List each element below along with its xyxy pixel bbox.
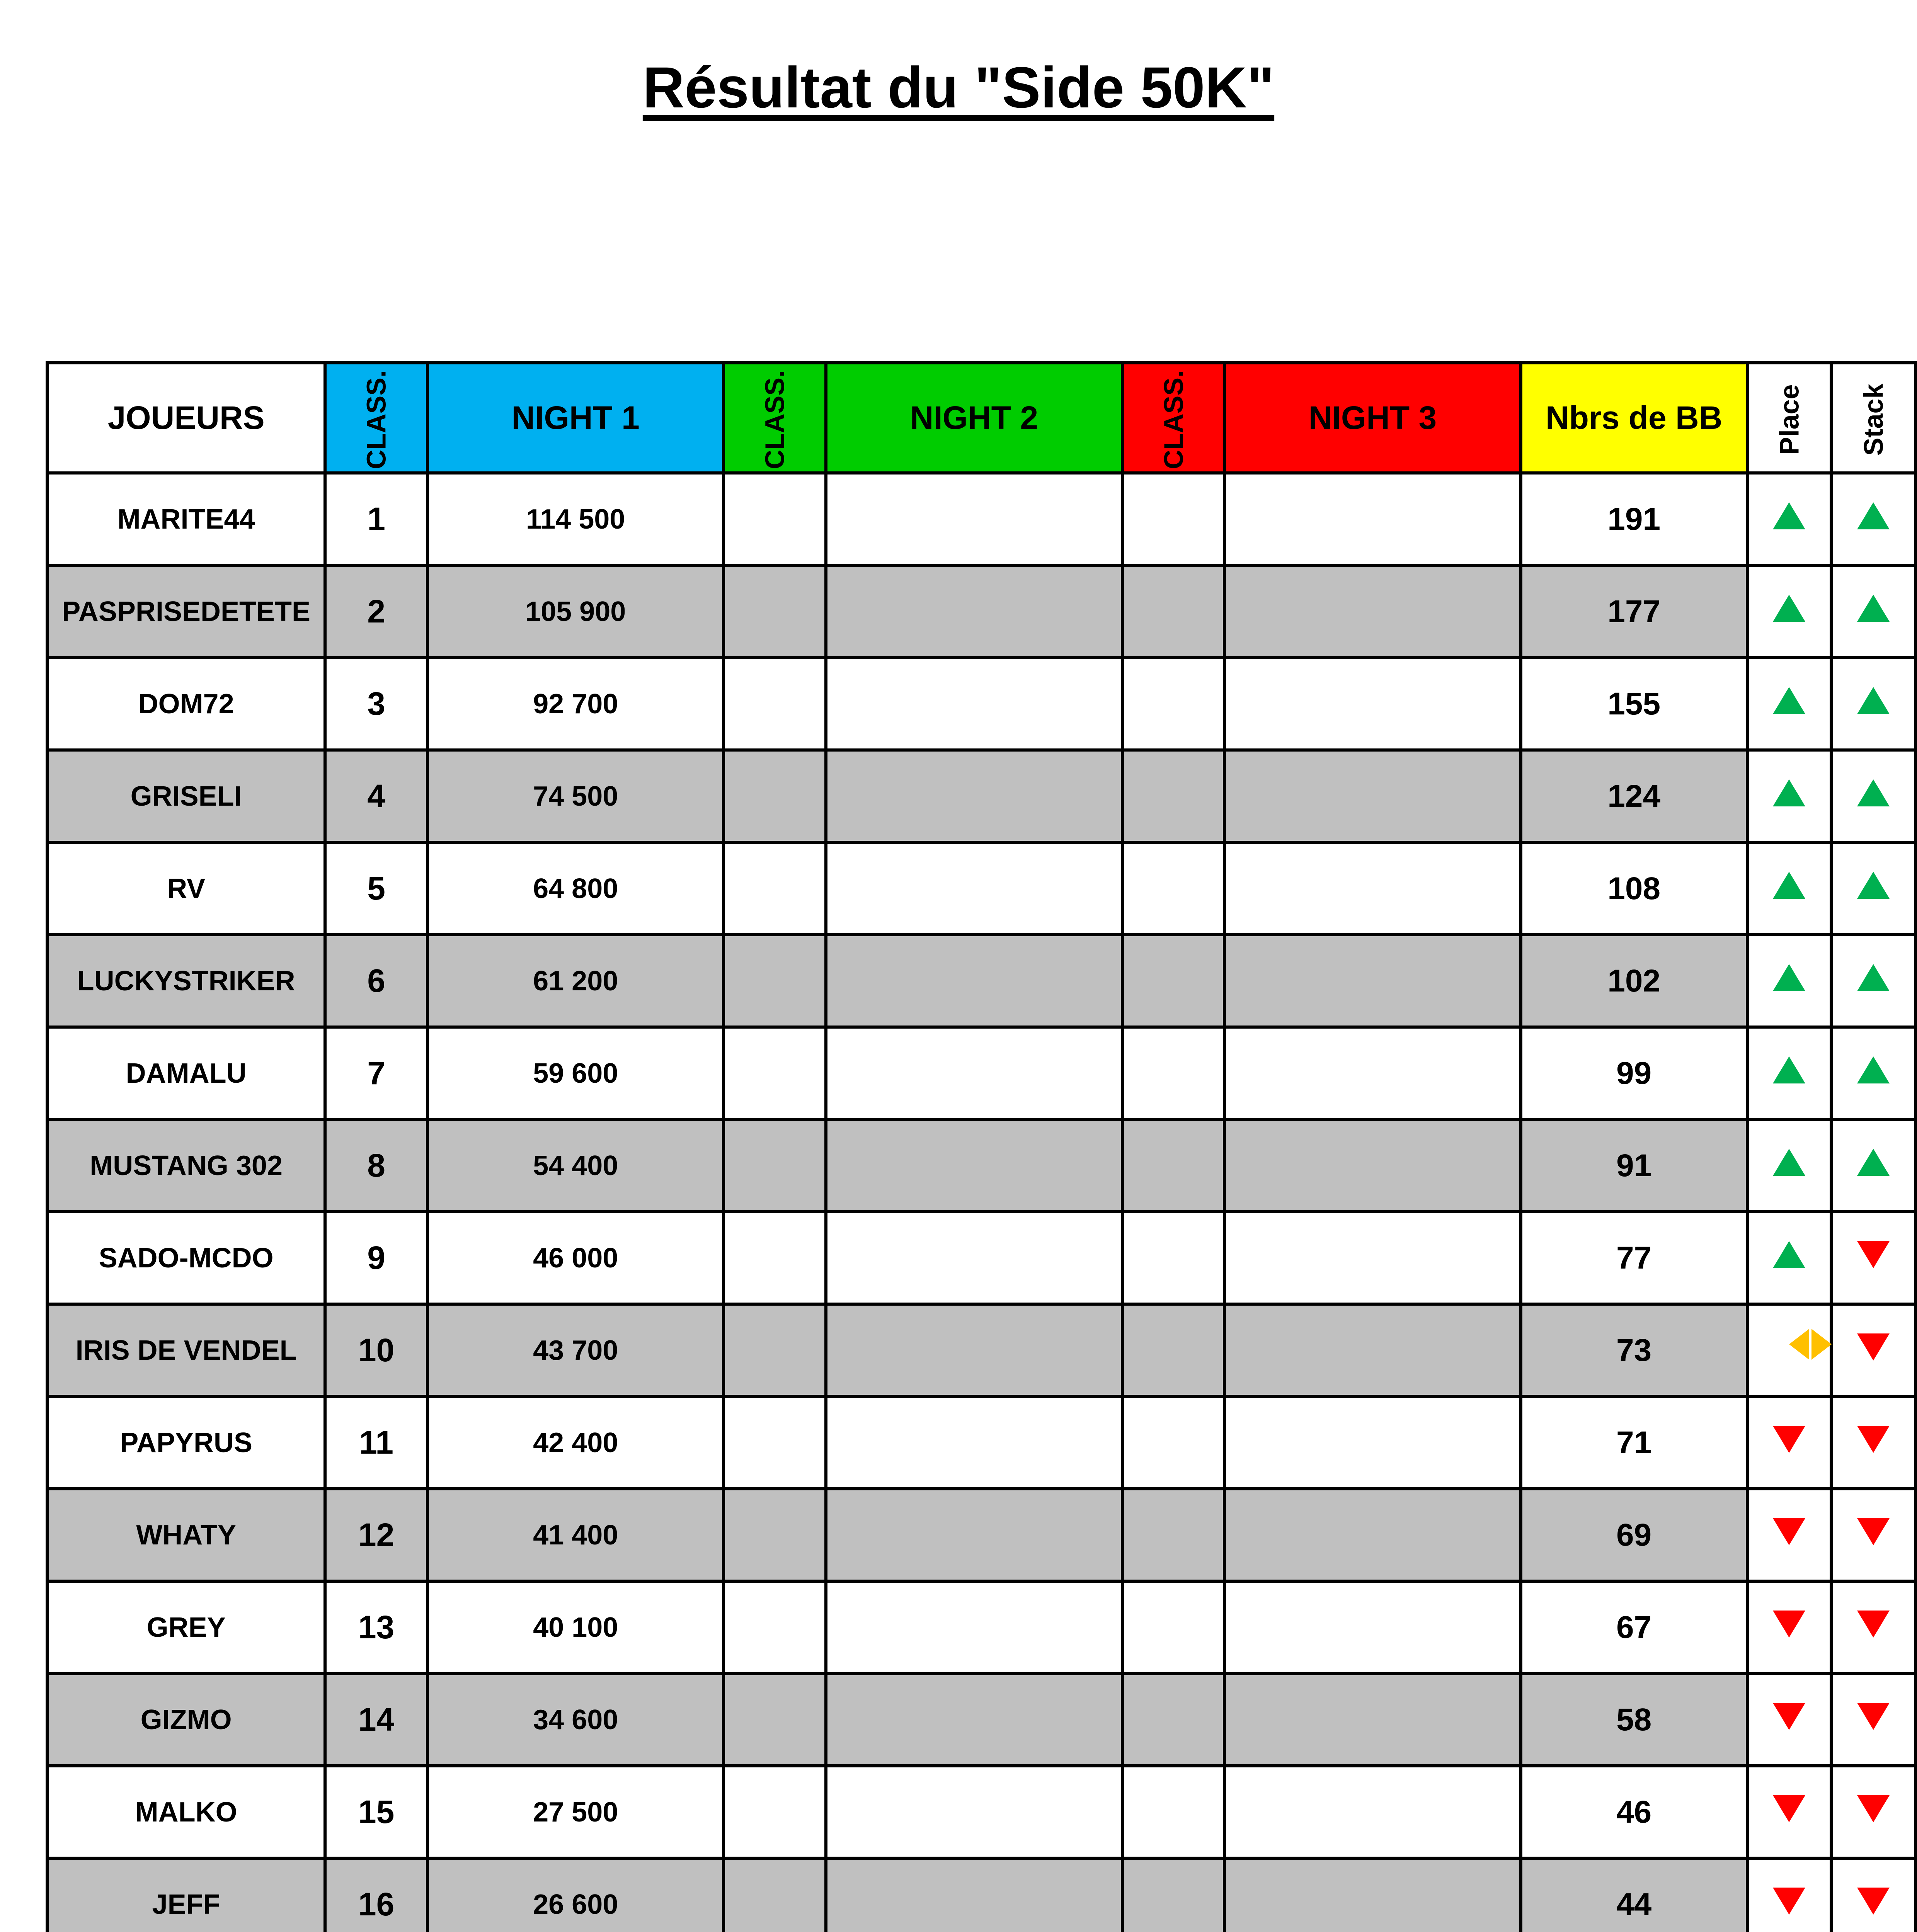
player-rank: 8 (325, 1119, 427, 1212)
night-2-stack (826, 1119, 1122, 1212)
night-2-stack (826, 842, 1122, 935)
class-3-cell (1122, 935, 1225, 1027)
class-2-cell (724, 935, 826, 1027)
table-row (47, 935, 1915, 1027)
nbrs-bb: 124 (1521, 750, 1747, 842)
player-rank: 15 (325, 1766, 427, 1858)
stack-trend (1831, 565, 1915, 658)
header-joueurs: JOUEURS (47, 363, 325, 473)
nbrs-bb: 58 (1521, 1673, 1747, 1766)
player-rank: 16 (325, 1858, 427, 1932)
table-row (47, 1396, 1915, 1489)
arrow-up-icon (1773, 1056, 1805, 1083)
class-3-cell (1122, 1673, 1225, 1766)
nbrs-bb: 69 (1521, 1489, 1747, 1581)
player-name: GREY (47, 1581, 325, 1673)
player-name: WHATY (47, 1489, 325, 1581)
table-row (47, 1766, 1915, 1858)
player-name: JEFF (47, 1858, 325, 1932)
player-name: LUCKYSTRIKER (47, 935, 325, 1027)
night-3-stack (1224, 935, 1520, 1027)
nbrs-bb: 102 (1521, 935, 1747, 1027)
table-row (47, 1581, 1915, 1673)
stack-trend (1831, 1304, 1915, 1396)
class-3-cell (1122, 658, 1225, 750)
arrow-up-icon (1773, 1149, 1805, 1176)
arrow-up-icon (1857, 1149, 1890, 1176)
header-night-2: NIGHT 2 (826, 363, 1122, 473)
table-row (47, 1119, 1915, 1212)
stack-trend (1831, 1858, 1915, 1932)
class-3-cell (1122, 1396, 1225, 1489)
night-3-stack (1224, 1766, 1520, 1858)
nbrs-bb: 73 (1521, 1304, 1747, 1396)
place-trend (1747, 1027, 1832, 1119)
night-3-stack (1224, 1027, 1520, 1119)
arrow-up-icon (1857, 872, 1890, 899)
arrow-down-icon (1857, 1888, 1890, 1915)
player-rank: 2 (325, 565, 427, 658)
class-2-cell (724, 1489, 826, 1581)
header-night-3: NIGHT 3 (1224, 363, 1520, 473)
player-rank: 4 (325, 750, 427, 842)
place-trend (1747, 1304, 1832, 1396)
stack-trend (1831, 658, 1915, 750)
class-2-cell (724, 1673, 826, 1766)
arrow-down-icon (1857, 1703, 1890, 1730)
night-1-stack: 114 500 (427, 473, 724, 565)
place-trend (1747, 1489, 1832, 1581)
results-table (46, 361, 1917, 1932)
night-2-stack (826, 1212, 1122, 1304)
player-name: MUSTANG 302 (47, 1119, 325, 1212)
player-rank: 11 (325, 1396, 427, 1489)
page-title: Résultat du "Side 50K" (642, 55, 1275, 120)
header-class-3: CLASS. (1122, 363, 1225, 473)
night-1-stack: 43 700 (427, 1304, 724, 1396)
player-rank: 9 (325, 1212, 427, 1304)
night-3-stack (1224, 1581, 1520, 1673)
table-row (47, 750, 1915, 842)
class-2-cell (724, 1304, 826, 1396)
night-1-stack: 46 000 (427, 1212, 724, 1304)
arrow-down-icon (1857, 1241, 1890, 1268)
table-row (47, 565, 1915, 658)
class-2-cell (724, 1119, 826, 1212)
arrow-up-icon (1857, 779, 1890, 806)
night-3-stack (1224, 473, 1520, 565)
night-3-stack (1224, 1673, 1520, 1766)
class-3-cell (1122, 1027, 1225, 1119)
night-2-stack (826, 1766, 1122, 1858)
night-2-stack (826, 1858, 1122, 1932)
nbrs-bb: 71 (1521, 1396, 1747, 1489)
table-row (47, 1304, 1915, 1396)
night-1-stack: 92 700 (427, 658, 724, 750)
stack-trend (1831, 935, 1915, 1027)
arrow-down-icon (1773, 1703, 1805, 1730)
stack-trend (1831, 1119, 1915, 1212)
nbrs-bb: 77 (1521, 1212, 1747, 1304)
class-3-cell (1122, 1489, 1225, 1581)
header-nbrs-bb: Nbrs de BB (1521, 363, 1747, 473)
header-row (47, 363, 1915, 473)
night-2-stack (826, 1673, 1122, 1766)
player-name: RV (47, 842, 325, 935)
player-rank: 13 (325, 1581, 427, 1673)
night-2-stack (826, 565, 1122, 658)
place-trend (1747, 565, 1832, 658)
arrow-up-icon (1773, 779, 1805, 806)
night-3-stack (1224, 565, 1520, 658)
header-place: Place (1747, 363, 1832, 473)
night-1-stack: 34 600 (427, 1673, 724, 1766)
place-trend (1747, 1673, 1832, 1766)
night-1-stack: 54 400 (427, 1119, 724, 1212)
arrow-down-icon (1773, 1426, 1805, 1453)
player-name: DAMALU (47, 1027, 325, 1119)
class-2-cell (724, 1766, 826, 1858)
night-1-stack: 41 400 (427, 1489, 724, 1581)
table-row (47, 1673, 1915, 1766)
table-row (47, 1858, 1915, 1932)
player-name: GIZMO (47, 1673, 325, 1766)
place-trend (1747, 658, 1832, 750)
class-3-cell (1122, 1119, 1225, 1212)
nbrs-bb: 108 (1521, 842, 1747, 935)
nbrs-bb: 99 (1521, 1027, 1747, 1119)
arrow-up-icon (1773, 687, 1805, 714)
class-3-cell (1122, 842, 1225, 935)
night-3-stack (1224, 1119, 1520, 1212)
class-2-cell (724, 1858, 826, 1932)
arrow-down-icon (1773, 1611, 1805, 1638)
nbrs-bb: 44 (1521, 1858, 1747, 1932)
arrow-up-icon (1857, 964, 1890, 991)
player-rank: 14 (325, 1673, 427, 1766)
player-name: GRISELI (47, 750, 325, 842)
class-2-cell (724, 1027, 826, 1119)
night-1-stack: 26 600 (427, 1858, 724, 1932)
player-rank: 1 (325, 473, 427, 565)
class-2-cell (724, 1581, 826, 1673)
arrow-up-icon (1857, 687, 1890, 714)
class-3-cell (1122, 1766, 1225, 1858)
night-2-stack (826, 473, 1122, 565)
night-2-stack (826, 1304, 1122, 1396)
place-trend (1747, 842, 1832, 935)
class-3-cell (1122, 750, 1225, 842)
class-2-cell (724, 1396, 826, 1489)
place-trend (1747, 1212, 1832, 1304)
night-2-stack (826, 1489, 1122, 1581)
arrow-down-icon (1857, 1518, 1890, 1545)
class-3-cell (1122, 565, 1225, 658)
arrow-down-icon (1857, 1333, 1890, 1361)
table-row (47, 473, 1915, 565)
stack-trend (1831, 750, 1915, 842)
nbrs-bb: 46 (1521, 1766, 1747, 1858)
player-rank: 5 (325, 842, 427, 935)
arrow-down-icon (1857, 1795, 1890, 1822)
class-3-cell (1122, 1304, 1225, 1396)
arrow-down-icon (1773, 1888, 1805, 1915)
arrow-up-icon (1857, 595, 1890, 622)
class-2-cell (724, 658, 826, 750)
arrow-down-icon (1773, 1518, 1805, 1545)
arrow-up-icon (1773, 1241, 1805, 1268)
night-3-stack (1224, 1396, 1520, 1489)
place-trend (1747, 1858, 1832, 1932)
class-3-cell (1122, 1581, 1225, 1673)
arrow-down-icon (1857, 1611, 1890, 1638)
class-2-cell (724, 473, 826, 565)
class-2-cell (724, 565, 826, 658)
night-2-stack (826, 935, 1122, 1027)
place-trend (1747, 750, 1832, 842)
night-3-stack (1224, 1304, 1520, 1396)
night-2-stack (826, 1396, 1122, 1489)
class-2-cell (724, 842, 826, 935)
player-name: IRIS DE VENDEL (47, 1304, 325, 1396)
player-name: MALKO (47, 1766, 325, 1858)
night-3-stack (1224, 750, 1520, 842)
nbrs-bb: 177 (1521, 565, 1747, 658)
night-3-stack (1224, 1858, 1520, 1932)
stack-trend (1831, 1027, 1915, 1119)
table-row (47, 1027, 1915, 1119)
night-3-stack (1224, 1212, 1520, 1304)
player-name: DOM72 (47, 658, 325, 750)
night-2-stack (826, 1027, 1122, 1119)
player-name: SADO-MCDO (47, 1212, 325, 1304)
class-2-cell (724, 1212, 826, 1304)
arrow-up-icon (1773, 595, 1805, 622)
night-1-stack: 105 900 (427, 565, 724, 658)
table-row (47, 842, 1915, 935)
night-1-stack: 40 100 (427, 1581, 724, 1673)
arrow-up-icon (1773, 872, 1805, 899)
arrow-up-icon (1773, 964, 1805, 991)
header-class-2: CLASS. (724, 363, 826, 473)
class-3-cell (1122, 1858, 1225, 1932)
place-trend (1747, 1581, 1832, 1673)
stack-trend (1831, 1212, 1915, 1304)
table-row (47, 1489, 1915, 1581)
night-2-stack (826, 1581, 1122, 1673)
arrow-down-icon (1773, 1795, 1805, 1822)
table-row (47, 1212, 1915, 1304)
header-night-1: NIGHT 1 (427, 363, 724, 473)
place-trend (1747, 1396, 1832, 1489)
stack-trend (1831, 1673, 1915, 1766)
class-2-cell (724, 750, 826, 842)
arrow-up-icon (1857, 1056, 1890, 1083)
night-2-stack (826, 750, 1122, 842)
stack-trend (1831, 1581, 1915, 1673)
player-name: MARITE44 (47, 473, 325, 565)
player-rank: 3 (325, 658, 427, 750)
night-1-stack: 42 400 (427, 1396, 724, 1489)
night-3-stack (1224, 658, 1520, 750)
nbrs-bb: 191 (1521, 473, 1747, 565)
player-rank: 6 (325, 935, 427, 1027)
arrow-up-icon (1773, 502, 1805, 529)
night-1-stack: 27 500 (427, 1766, 724, 1858)
player-name: PAPYRUS (47, 1396, 325, 1489)
night-2-stack (826, 658, 1122, 750)
player-name: PASPRISEDETETE (47, 565, 325, 658)
night-1-stack: 59 600 (427, 1027, 724, 1119)
place-trend (1747, 1119, 1832, 1212)
stack-trend (1831, 842, 1915, 935)
nbrs-bb: 67 (1521, 1581, 1747, 1673)
night-1-stack: 74 500 (427, 750, 724, 842)
player-rank: 12 (325, 1489, 427, 1581)
header-stack: Stack (1831, 363, 1915, 473)
arrow-up-icon (1857, 502, 1890, 529)
stack-trend (1831, 1489, 1915, 1581)
header-class-1: CLASS. (325, 363, 427, 473)
arrow-down-icon (1857, 1426, 1890, 1453)
stack-trend (1831, 473, 1915, 565)
place-trend (1747, 473, 1832, 565)
night-1-stack: 61 200 (427, 935, 724, 1027)
player-rank: 10 (325, 1304, 427, 1396)
stack-trend (1831, 1396, 1915, 1489)
place-trend (1747, 1766, 1832, 1858)
class-3-cell (1122, 1212, 1225, 1304)
night-3-stack (1224, 1489, 1520, 1581)
table-row (47, 658, 1915, 750)
stack-trend (1831, 1766, 1915, 1858)
player-rank: 7 (325, 1027, 427, 1119)
class-3-cell (1122, 473, 1225, 565)
nbrs-bb: 155 (1521, 658, 1747, 750)
nbrs-bb: 91 (1521, 1119, 1747, 1212)
night-3-stack (1224, 842, 1520, 935)
night-1-stack: 64 800 (427, 842, 724, 935)
place-trend (1747, 935, 1832, 1027)
